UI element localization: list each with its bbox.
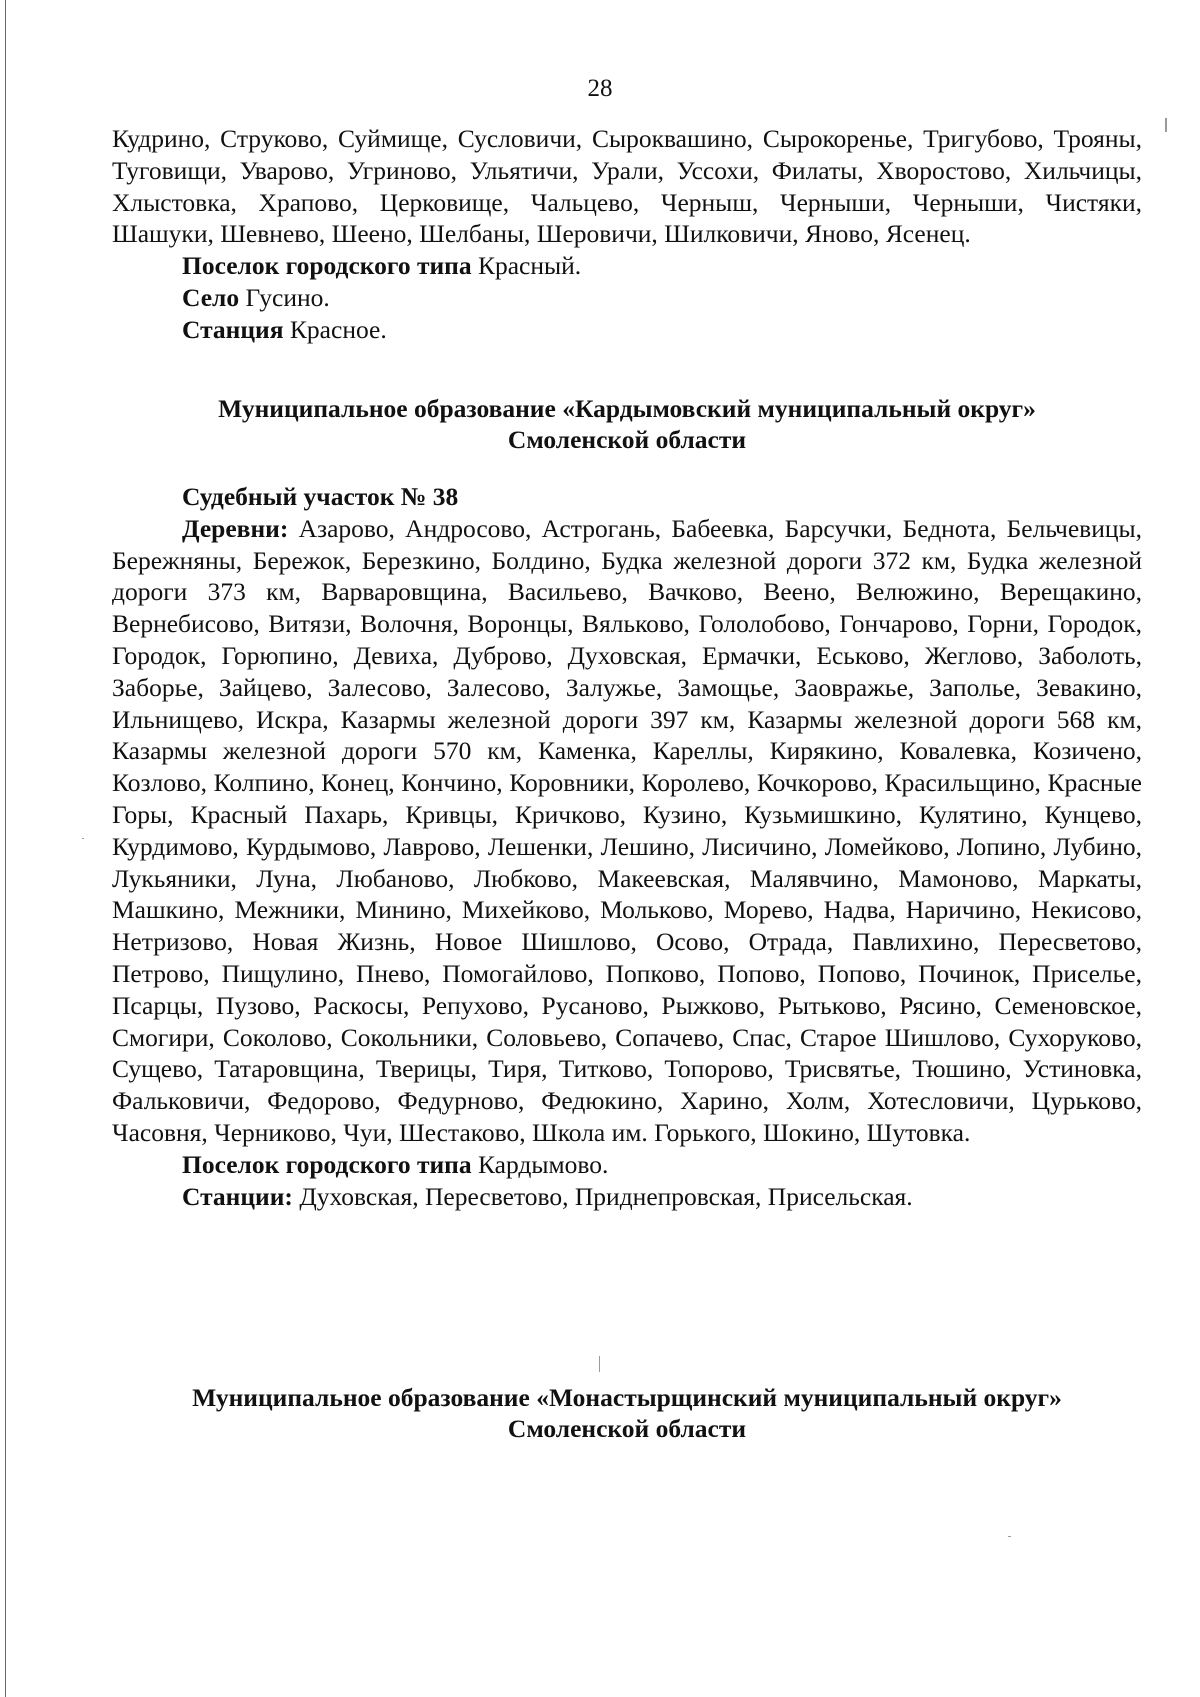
section-2-heading-line-1: Муниципальное образование «Монастырщинский муниципальный округ» — [192, 1383, 1062, 1412]
stations-label: Станции: — [182, 1181, 293, 1211]
station-value: Красное. — [283, 314, 387, 344]
villages-continued-paragraph: Кудрино, Струково, Суймище, Сусловичи, Сыроквашино, Сырокоренье, Тригубово, Трояны, Туговищи, Уварово, Угриново, Ульятичи, Урали, Уссохи, Филаты, Хворостово, Хильчицы, Хлыстовка, Храпово, Церковище, Чальцево, Черныш, Черныши, Черныши, Чистяки, Шашуки, Шевнево, Шеено, Шелбаны, Шеровичи, Шилковичи, Яново, Ясенец. — [112, 124, 1142, 249]
section-2-heading-line-2: Смоленской области — [507, 1414, 747, 1443]
villages-label: Деревни: — [182, 513, 289, 543]
settlement-label-2: Поселок городского типа — [182, 1149, 472, 1179]
scan-speck — [599, 1356, 600, 1372]
villages-list: Азарово, Андросово, Астрогань, Бабеевка, Барсучки, Беднота, Бельчевицы, Бережняны, Бережок, Березкино, Болдино, Будка железной дороги 372 км, Будка железной дороги 373 км, Варваровщина, Васильево, Вачково, Веено, Велюжино, Верещакино, Вернебисово, Витязи, Волочня, Воронцы, Вяльково, Гололобово, Гончарово, Горни, Городок, Городок, Горюпино, Девиха, Дуброво, Духовская, Ермачки, Еськово, Жеглово, Заболоть, Заборье, Зайцево, Залесово, Залесово, Залужье, Замощье, Заовражье, Заполье, Зевакино, Ильнищево, Искра, Казармы железной дороги 397 км, Казармы железной дороги 568 км, Казармы железной дороги 570 км, Каменка, Кареллы, Кирякино, Ковалевка, Козичено, Козлово, Колпино, Конец, Кончино, Коровники, Королево, Кочкорово, Красильщино, Красные Горы, Красный Пахарь, Кривцы, Кричково, Кузино, Кузьмишкино, Кулятино, Кунцево, Курдимово, Курдымово, Лаврово, Лешенки, Лешино, Лисичино, Ломейково, Лопино, Лубино, Лукьяники, Луна, Любаново, Любково, Макеевская, Малявчино, Мамоново, Маркаты, Машкино, Межники, Минино, Михейково, Мольково, Морево, Надва, Наричино, Некисово, Нетризово, Новая Жизнь, Новое Шишлово, Осово, Отрада, Павлихино, Пересветово, Петрово, Пищулино, Пнево, Помогайлово, Попково, Попово, Попово, Починок, Приселье, Псарцы, Пузово, Раскосы, Репухово, Русаново, Рыжково, Рытьково, Рясино, Семеновское, Смогири, Соколово, Сокольники, Соловьево, Сопачево, Спас, Старое Шишлово, Сухоруково, Сущево, Татаровщина, Тверицы, Тиря, Титково, Топорово, Трисвятье, Тюшино, Устиновка, Фальковичи, Федорово, Федурново, Федюкино, Харино, Холм, Хотесловичи, Цурьково, Часовня, Черниково, Чуи, Шестаково, Школа им. Горького, Шокино, Шутовка. — [112, 513, 1142, 1147]
section-1-heading-line-2: Смоленской области — [507, 425, 747, 454]
settlement-value-2: Кардымово. — [471, 1149, 609, 1179]
court-district-title — [112, 481, 1142, 513]
settlement-line-2 — [112, 1149, 1142, 1181]
settlement-value: Красный. — [471, 251, 582, 281]
section-1-body — [112, 481, 1142, 1212]
page-number: 28 — [587, 75, 613, 102]
settlement-line — [112, 250, 1142, 282]
top-section — [112, 123, 1142, 346]
village-value: Гусино. — [239, 282, 330, 312]
settlement-label: Поселок городского типа — [182, 251, 472, 281]
village-line — [112, 282, 1142, 314]
court-district-label: Судебный участок № 38 — [182, 482, 459, 511]
stations-line — [112, 1181, 1142, 1213]
station-label: Станция — [182, 314, 284, 344]
page-edge-line — [5, 0, 6, 1697]
scan-speck — [1008, 1536, 1011, 1537]
villages-paragraph — [112, 513, 1142, 1149]
station-line — [112, 314, 1142, 346]
scan-speck — [1165, 118, 1167, 132]
stations-value: Духовская, Пересветово, Приднепровская, Присельская. — [292, 1181, 913, 1211]
scan-speck — [82, 838, 84, 839]
section-1-heading-line-1: Муниципальное образование «Кардымовский муниципальный округ» — [218, 394, 1036, 423]
village-label: Село — [182, 282, 240, 312]
